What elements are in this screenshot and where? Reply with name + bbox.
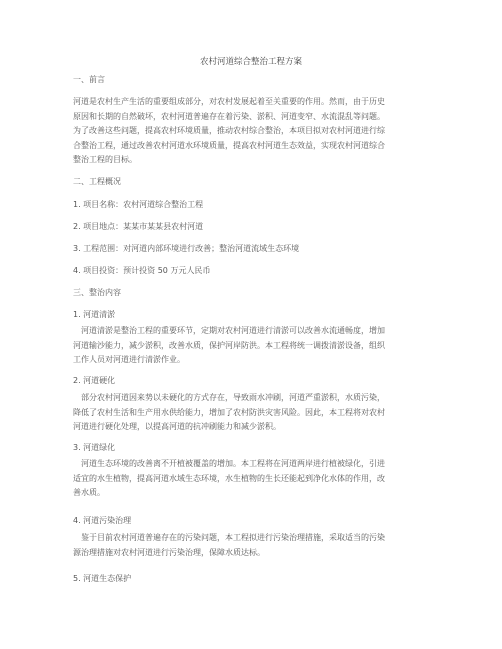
subsection-heading: 2. 河道硬化 — [73, 376, 116, 385]
paragraph-line: 原因和长期的自然破坏，农村河道普遍存在着污染、淤积、河道变窄、水流混乱等问题。 — [73, 111, 385, 121]
overview-item: 3. 工程范围：对河道内部环境进行改善；整治河道流域生态环境 — [73, 244, 300, 253]
subsection-heading: 3. 河道绿化 — [73, 443, 116, 452]
document-title: 农村河道综合整治工程方案 — [199, 57, 302, 67]
section-heading-preface: 一、前言 — [73, 75, 105, 84]
overview-item: 4. 项目投资：预计投资 50 万元人民币 — [73, 266, 211, 275]
subsection-paragraph — [73, 531, 433, 560]
paragraph-line: 河道是农村生产生活的重要组成部分，对农村发展起着至关重要的作用。然而，由于历史 — [73, 97, 385, 106]
subsection-heading: 5. 河道生态保护 — [73, 574, 132, 583]
subsection-heading: 1. 河道清淤 — [73, 310, 116, 319]
subsection-paragraph — [73, 457, 433, 501]
paragraph-line: 河道生态环境的改善离不开植被覆盖的增加。本工程将在河道两岸进行植被绿化，引进 — [81, 459, 385, 468]
paragraph-line: 河道清淤是整治工程的重要环节，定期对农村河道进行清淤可以改善水流通畅度，增加 — [81, 326, 385, 335]
subsection-paragraph — [73, 391, 433, 435]
paragraph-line: 鉴于目前农村河道普遍存在的污染问题，本工程拟进行污染治理措施，采取适当的污染 — [81, 533, 385, 542]
section-heading-overview: 二、工程概况 — [73, 177, 121, 186]
paragraph-line: 河道输沙能力，减少淤积，改善水质，保护河岸防洪。本工程将统一调拨清淤设备，组织 — [73, 340, 385, 350]
paragraph-line: 工作人员对河道进行清淤作业。 — [73, 355, 185, 365]
paragraph-line: 部分农村河道因来势以未硬化的方式存在，导致雨水冲刷，河道严重淤积，水质污染， — [81, 393, 385, 402]
paragraph-line: 河道进行硬化处理，以提高河道的抗冲刷能力和减少淤积。 — [73, 422, 281, 432]
subsection-paragraph — [73, 324, 433, 368]
paragraph-line: 合整治工程，通过改善农村河道水环境质量，提高农村河道生态效益，实现农村河道综合 — [73, 140, 385, 150]
subsection-heading: 4. 河道污染治理 — [73, 516, 132, 525]
paragraph-line: 降低了农村生活和生产用水供给能力，增加了农村防洪灾害风险。因此，本工程将对农村 — [73, 407, 385, 417]
preface-paragraph — [73, 95, 433, 168]
paragraph-line: 为了改善这些问题，提高农村环境质量，推动农村综合整治，本项目拟对农村河道进行综 — [73, 126, 385, 136]
paragraph-line: 源治理措施对农村河道进行污染治理，保障水质达标。 — [73, 547, 265, 557]
overview-item: 1. 项目名称：农村河道综合整治工程 — [73, 200, 204, 209]
paragraph-line: 适宜的水生植物，提高河道水域生态环境，水生植物的生长还能起到净化水体的作用，改 — [73, 473, 385, 483]
section-heading-content: 三、整治内容 — [73, 288, 121, 297]
overview-item: 2. 项目地点：某某市某某县农村河道 — [73, 222, 204, 231]
paragraph-line: 善水质。 — [73, 488, 105, 498]
paragraph-line: 整治工程的目标。 — [73, 155, 137, 165]
